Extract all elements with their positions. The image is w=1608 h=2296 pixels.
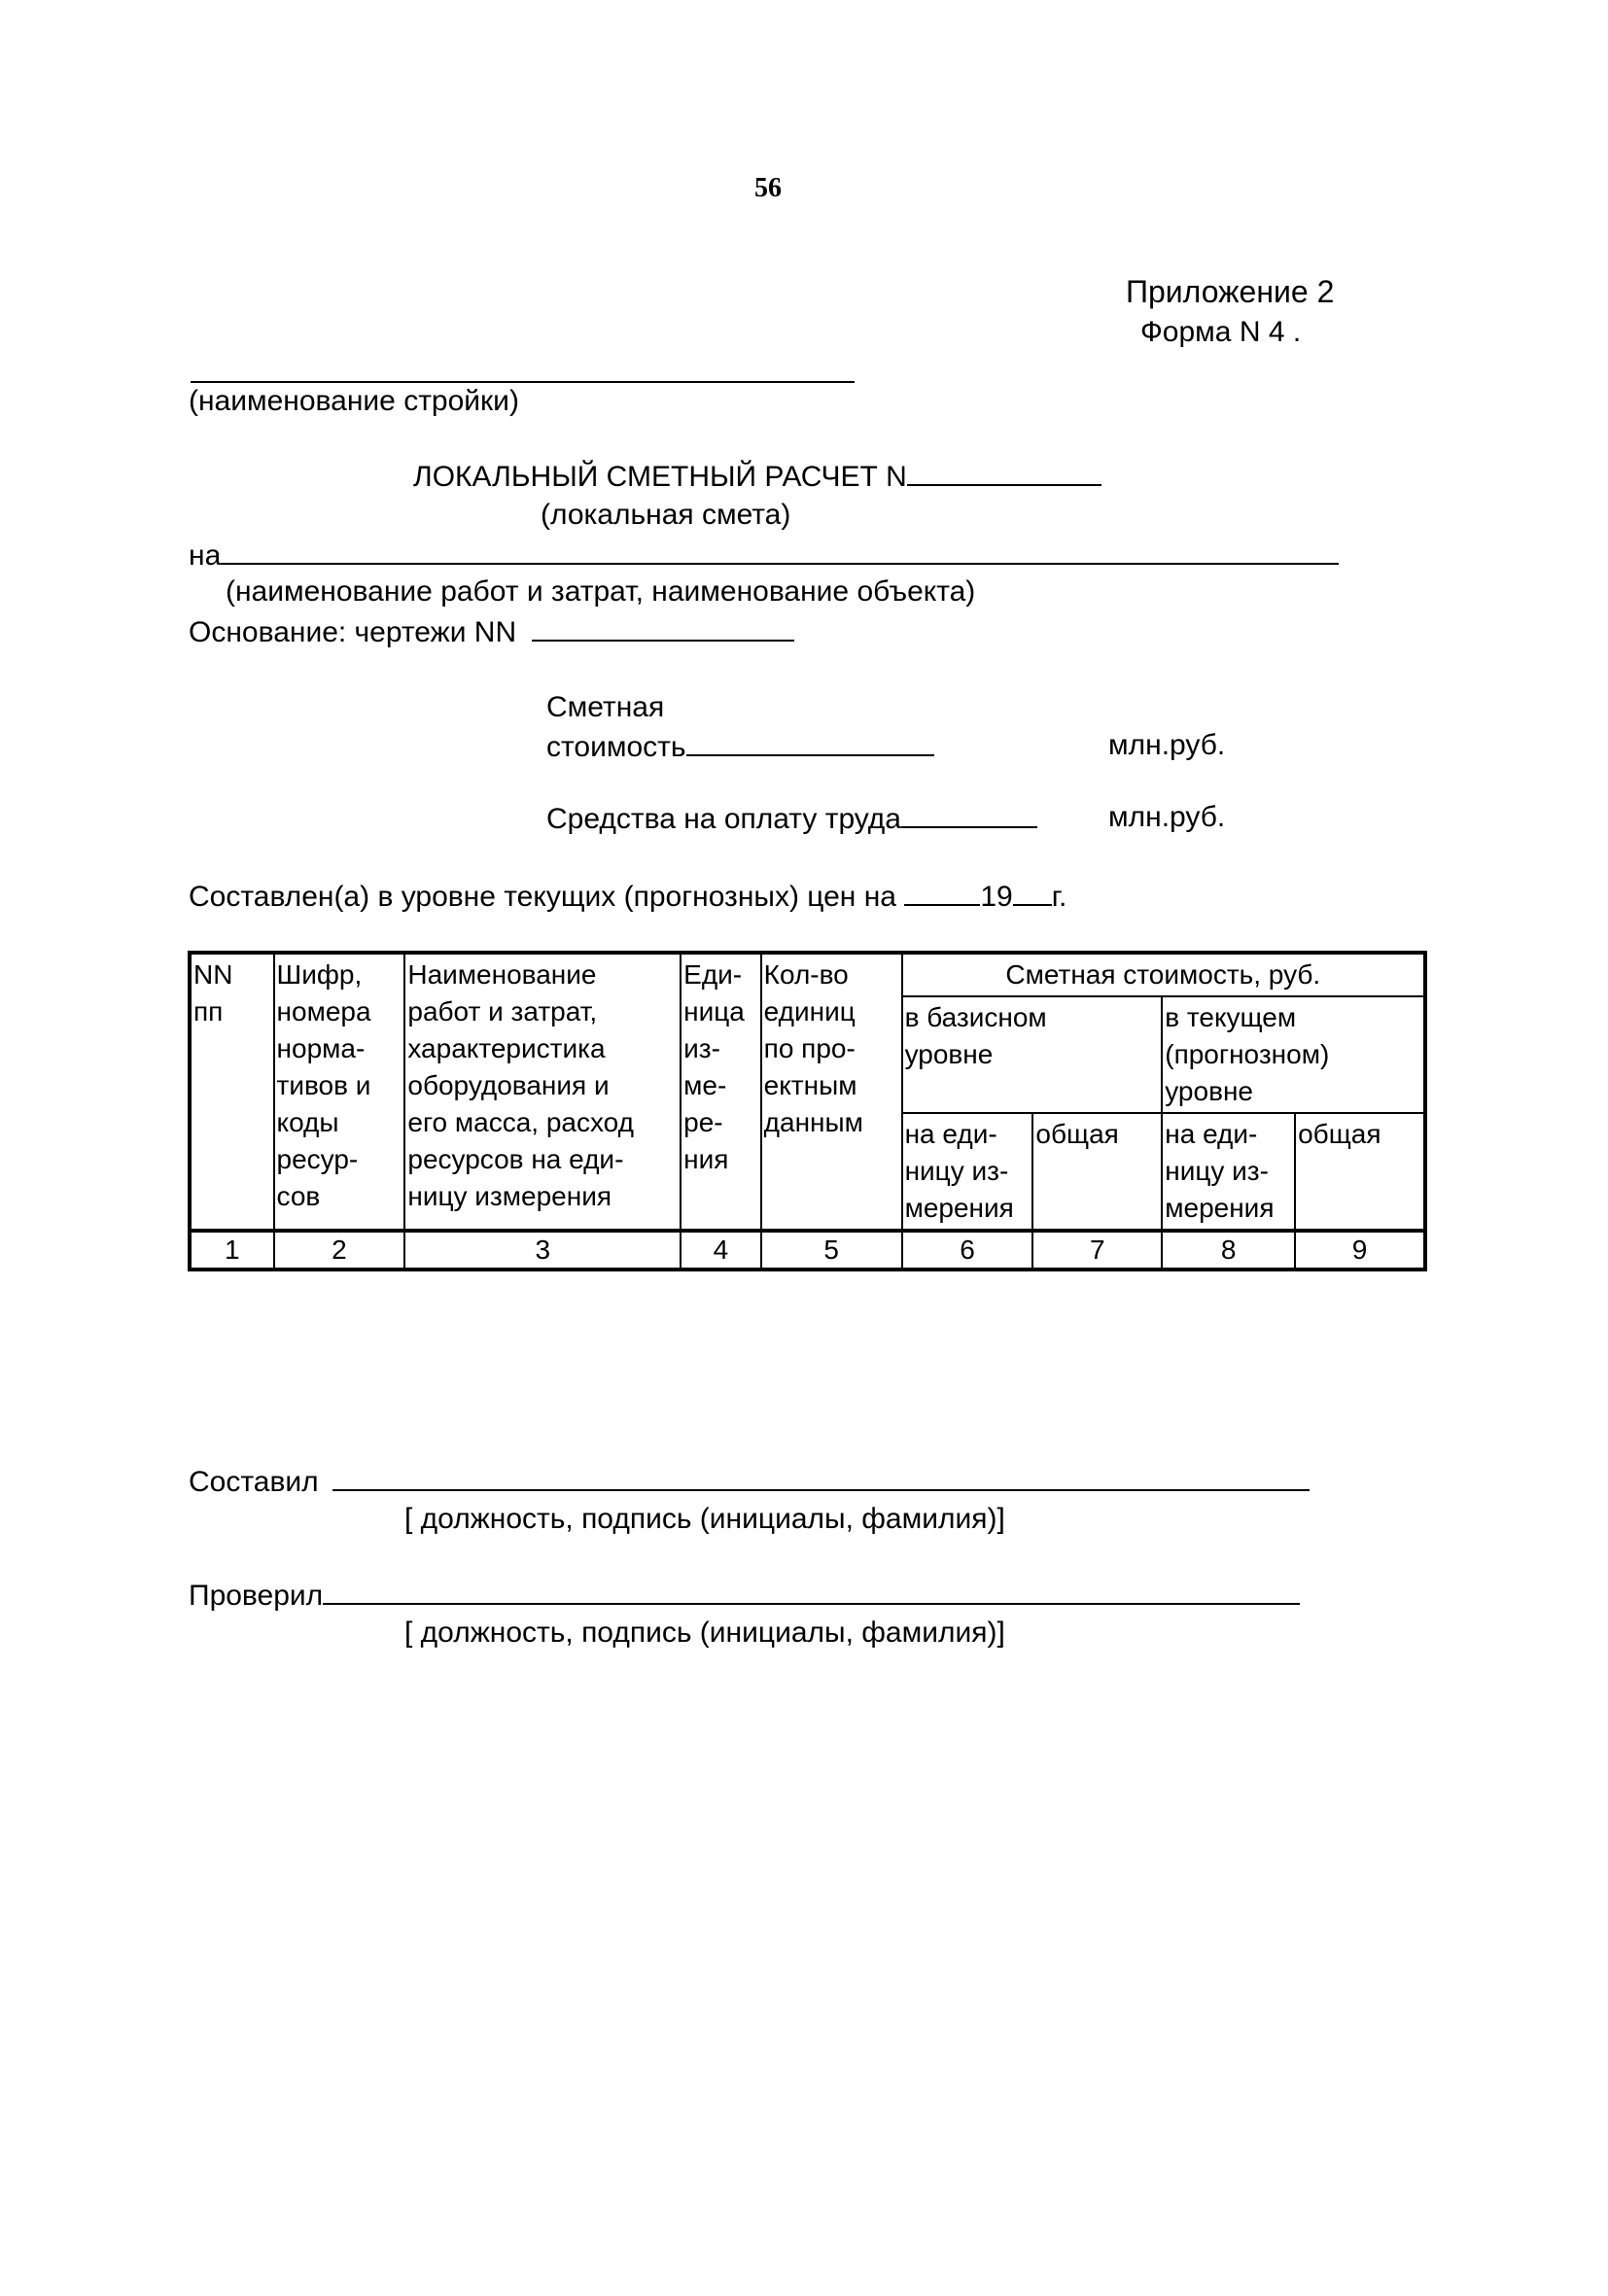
page-number: 56 (754, 173, 782, 203)
construction-caption: (наименование стройки) (189, 385, 519, 417)
col-number: 9 (1295, 1231, 1425, 1270)
price-year-line (1013, 881, 1052, 906)
col-number: 7 (1032, 1231, 1162, 1270)
compiled-by-line (189, 1466, 1310, 1497)
estimate-number-line (907, 461, 1101, 486)
col-header-per-unit-current: на еди- ницу из- мерения (1162, 1113, 1295, 1231)
checked-by-caption: [ должность, подпись (инициалы, фамилия)] (404, 1617, 1005, 1649)
cost-value-line (686, 731, 934, 756)
labor-value-line (901, 803, 1037, 828)
cost-unit: млн.руб. (1108, 729, 1226, 761)
compiled-by-caption: [ должность, подпись (инициалы, фамилия)] (404, 1503, 1005, 1535)
price-date-line (904, 881, 980, 906)
col-header-per-unit-base: на еди- ницу из- мерения (902, 1113, 1033, 1231)
checked-by-signature-line (323, 1580, 1300, 1605)
form-label: Форма N 4 . (1140, 316, 1302, 348)
labor-unit: млн.руб. (1108, 801, 1226, 833)
basis-label: Основание: чертежи NN (189, 616, 517, 648)
cost-line (546, 731, 934, 762)
col-number: 4 (681, 1231, 761, 1270)
col-header-name: Наименование работ и затрат, характеристика оборудования и его масса, расход ресурсов на еди- ницу измерения (404, 953, 681, 1231)
col-number: 3 (404, 1231, 681, 1270)
col-header-base-level: в базисном уровне (902, 996, 1163, 1113)
cost-label-line1: Сметная (546, 691, 665, 723)
drawings-number-line (532, 616, 794, 642)
col-number: 1 (190, 1231, 274, 1270)
compiled-by-label: Составил (189, 1466, 319, 1498)
labor-label: Средства на оплату труда (546, 803, 901, 835)
for-line (189, 539, 1339, 571)
estimate-subtitle: (локальная смета) (541, 499, 791, 531)
col-header-number: NN пп (190, 953, 274, 1231)
col-number: 5 (761, 1231, 902, 1270)
construction-name-line (191, 381, 855, 383)
col-header-unit: Еди- ница из- ме- ре- ния (681, 953, 761, 1231)
labor-line (546, 803, 1037, 834)
estimate-table (188, 951, 1427, 1271)
col-number: 8 (1162, 1231, 1295, 1270)
col-header-cost-group: Сметная стоимость, руб. (902, 953, 1425, 996)
object-name-line (221, 539, 1339, 565)
col-header-quantity: Кол-во единиц по про- ектным данным (761, 953, 902, 1231)
price-level-line (189, 881, 1066, 912)
col-header-total-current: общая (1295, 1113, 1425, 1231)
appendix-label: Приложение 2 (1126, 274, 1335, 309)
basis-line (189, 616, 794, 647)
for-prefix: на (189, 539, 222, 572)
price-year-suffix: г. (1051, 881, 1067, 913)
estimate-title-text: ЛОКАЛЬНЫЙ СМЕТНЫЙ РАСЧЕТ N (413, 461, 907, 493)
price-year: 19 (980, 881, 1013, 913)
estimate-title (413, 461, 1101, 492)
object-caption: (наименование работ и затрат, наименование объекта) (226, 575, 976, 608)
col-header-current-level: в текущем (прогнозном) уровне (1162, 996, 1425, 1113)
compiled-by-signature-line (332, 1466, 1310, 1491)
checked-by-line (189, 1580, 1300, 1611)
price-level-prefix: Составлен(а) в уровне текущих (прогнозных) цен на (189, 881, 896, 913)
col-number: 2 (274, 1231, 405, 1270)
col-header-total-base: общая (1032, 1113, 1162, 1231)
checked-by-label: Проверил (189, 1580, 324, 1612)
col-header-code: Шифр, номера норма- тивов и коды ресур- сов (274, 953, 405, 1231)
col-number: 6 (902, 1231, 1033, 1270)
cost-label-line2: стоимость (546, 731, 686, 763)
